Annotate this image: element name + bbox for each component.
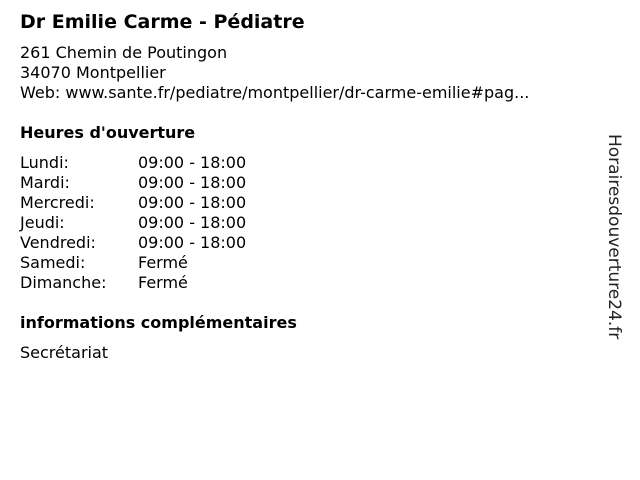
day-label: Mercredi:: [20, 193, 95, 212]
hours-value: 09:00 - 18:00: [138, 213, 247, 232]
website-text: Web: www.sante.fr/pediatre/montpellier/dr-carme-emilie#pag...: [20, 83, 530, 102]
day-label: Dimanche:: [20, 273, 107, 292]
opening-hours-list: [20, 153, 600, 293]
business-card: [20, 10, 600, 363]
hours-row-monday: [20, 153, 600, 173]
hours-row-saturday: [20, 253, 600, 273]
hours-value: 09:00 - 18:00: [138, 153, 247, 172]
day-label: Vendredi:: [20, 233, 96, 252]
day-label: Jeudi:: [20, 213, 65, 232]
hours-value: Fermé: [138, 273, 188, 292]
hours-value: 09:00 - 18:00: [138, 173, 247, 192]
hours-row-thursday: [20, 213, 600, 233]
day-label: Lundi:: [20, 153, 69, 172]
address-block: [20, 43, 600, 103]
additional-info-text: Secrétariat: [20, 343, 109, 362]
address-city: 34070 Montpellier: [20, 63, 166, 82]
opening-hours-heading: Heures d'ouverture: [20, 123, 196, 142]
hours-row-friday: [20, 233, 600, 253]
day-label: Samedi:: [20, 253, 86, 272]
address-street: 261 Chemin de Poutingon: [20, 43, 228, 62]
hours-row-tuesday: [20, 173, 600, 193]
watermark-text: Horairesdouverture24.fr: [604, 134, 624, 340]
hours-value: 09:00 - 18:00: [138, 233, 247, 252]
hours-row-sunday: [20, 273, 600, 293]
page-title: Dr Emilie Carme - Pédiatre: [20, 11, 305, 33]
hours-row-wednesday: [20, 193, 600, 213]
day-label: Mardi:: [20, 173, 70, 192]
additional-info-heading: informations complémentaires: [20, 313, 297, 332]
hours-value: 09:00 - 18:00: [138, 193, 247, 212]
hours-value: Fermé: [138, 253, 188, 272]
